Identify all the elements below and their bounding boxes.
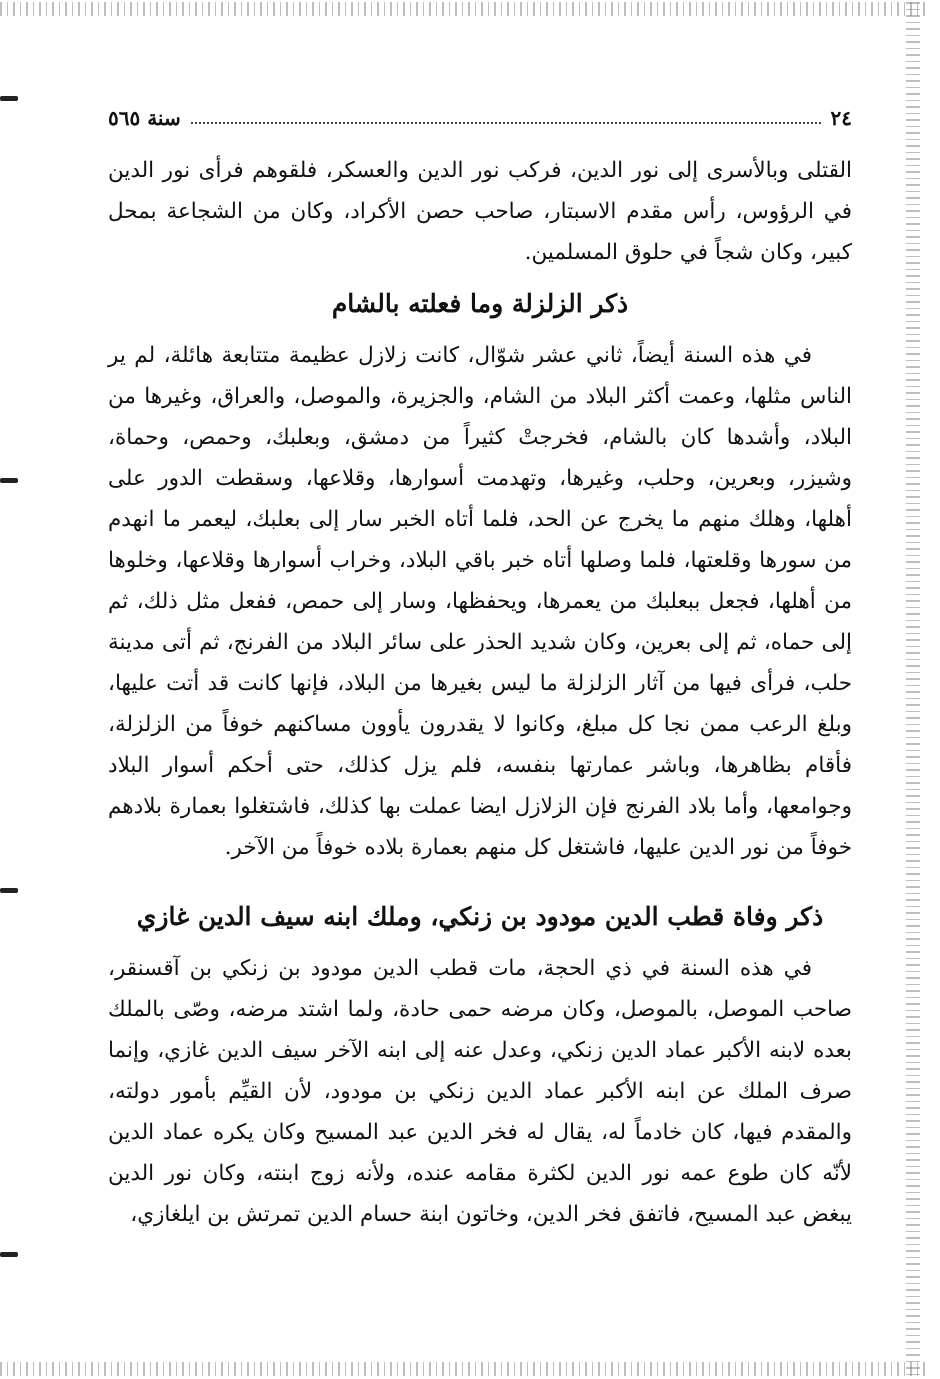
page-edge-mark	[0, 96, 18, 101]
page-edge-mark	[0, 478, 18, 483]
section-heading-qutb-al-din: ذكر وفاة قطب الدين مودود بن زنكي، وملك ابنه سيف الدين غازي	[136, 902, 824, 931]
continuation-paragraph: القتلى وبالأسرى إلى نور الدين، فركب نور الدين والعسكر، فلقوهم فرأى نور الدين في الرؤوس، رأس مقدم الاسبتار، صاحب حصن الأكراد، وكان من الشجاعة بمحل كبير، وكان شجاً في حلوق المسلمين.	[108, 158, 852, 265]
qutb-al-din-paragraph: في هذه السنة في ذي الحجة، مات قطب الدين مودود بن زنكي بن آقسنقر، صاحب الموصل، بالموصل، وكان مرضه حمى حادة، ولما اشتد مرضه، وصّى بالملك بعده لابنه الأكبر عماد الدين زنكي، وعدل عنه إلى ابنه الآخر سيف الدين غازي، وإنما صرف الملك عن ابنه الأكبر عماد الدين زنكي بن مودود، لأن القيِّم بأمور دولته، والمقدم فيها، كان خادماً له، يقال له فخر الدين عبد المسيح وكان يكره عماد الدين لأنّه كان طوع عمه نور الدين لكثرة مقامه عنده، ولأنه زوج ابنته، وكان نور الدين يبغض عبد المسيح، فاتفق فخر الدين، وخاتون ابنة حسام الدين تمرتش بن ايلغازي،	[108, 956, 852, 1227]
ornamental-border-bottom	[0, 1362, 930, 1376]
year-label: سنة ٥٦٥	[108, 106, 181, 130]
running-header	[108, 96, 852, 130]
page-body	[108, 150, 852, 1235]
earthquake-paragraph: في هذه السنة أيضاً، ثاني عشر شوّال، كانت زلازل عظيمة متتابعة هائلة، لم ير الناس مثلها، وعمت أكثر البلاد من الشام، والجزيرة، والموصل، والعراق، وغيرها من البلاد، وأشدها كان بالشام، فخرجتْ كثيراً من دمشق، وبعلبك، وحمص، وحماة، وشيزر، وبعرين، وحلب، وغيرها، وتهدمت أسوارها، وقلاعها، وسقطت الدور على أهلها، وهلك منهم ما يخرج عن الحد، فلما أتاه الخبر سار إلى بعلبك، ليعمر ما انهدم من سورها وقلعتها، فلما وصلها أتاه خبر باقي البلاد، وخراب أسوارها وقلاعها، وخلوها من أهلها، فجعل ببعلبك من يعمرها، ويحفظها، وسار إلى حمص، ففعل مثل ذلك، ثم إلى حماه، ثم إلى بعرين، وكان شديد الحذر على سائر البلاد من الفرنج، ثم أتى مدينة حلب، فرأى فيها من آثار الزلزلة ما ليس بغيرها من البلاد، فإنها كانت قد أتت عليها، وبلغ الرعب ممن نجا كل مبلغ، وكانوا لا يقدرون يأوون مساكنهم خوفاً من الزلزلة، فأقام بظاهرها، وباشر عمارتها بنفسه، فلم يزل كذلك، حتى أحكم أسوار البلاد وجوامعها، وأما بلاد الفرنج فإن الزلازل ايضا عملت بها كذلك، فاشتغلوا بعمارة بلادهم خوفاً من نور الدين عليها، فاشتغل كل منهم بعمارة بلاده خوفاً من الآخر.	[108, 343, 852, 860]
page-number: ٢٤	[830, 106, 852, 130]
page-edge-mark	[0, 1252, 18, 1257]
dotted-leader	[191, 122, 821, 124]
page-edge-mark	[0, 888, 18, 893]
section-heading-earthquake: ذكر الزلزلة وما فعلته بالشام	[331, 289, 629, 318]
ornamental-border-right	[906, 2, 920, 1376]
ornamental-border-top	[0, 2, 930, 16]
